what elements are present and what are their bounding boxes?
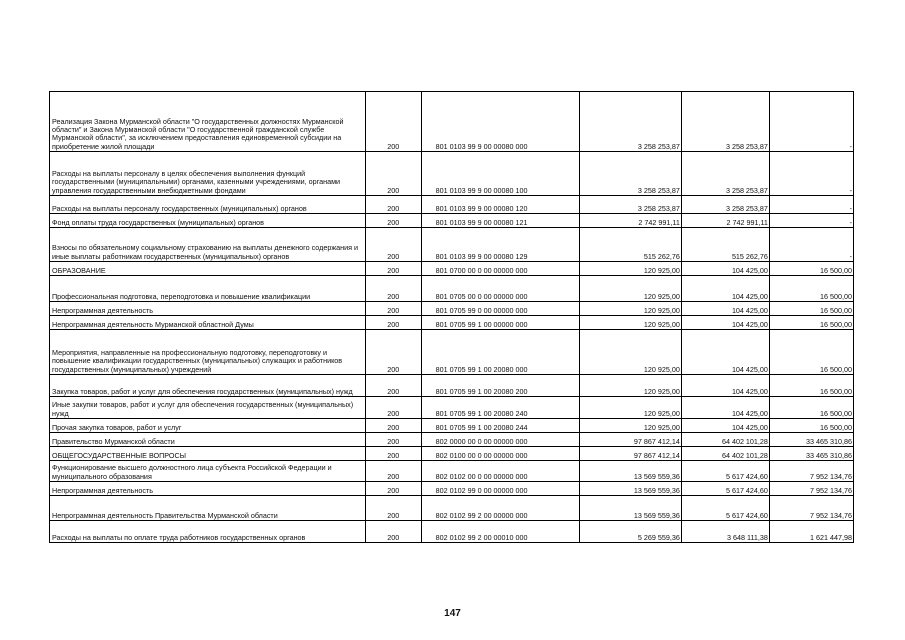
table-row [50,330,854,375]
row-budget-code-cell: 801 0705 99 1 00 00000 000 [421,316,579,330]
row-code-cell: 200 [365,92,421,152]
table-row [50,196,854,214]
row-unexecuted-amount-cell: - [769,92,853,152]
row-unexecuted-amount-cell: 7 952 134,76 [769,461,853,482]
row-code-cell: 200 [365,152,421,196]
row-approved-amount-cell: 13 569 559,36 [579,496,681,521]
row-name-cell: Расходы на выплаты персоналу в целях обеспечения выполнения функций государственными (муниципальными) органами, казенными учреждениями, органами управления государственными внебюджетными фондами [50,152,366,196]
row-unexecuted-amount-cell: 16 500,00 [769,375,853,397]
row-executed-amount-cell: 104 425,00 [681,397,769,419]
row-budget-code-cell: 801 0705 99 1 00 20080 244 [421,419,579,433]
row-approved-amount-cell: 120 925,00 [579,330,681,375]
row-budget-code-cell: 801 0103 99 9 00 00080 100 [421,152,579,196]
row-approved-amount-cell: 2 742 991,11 [579,214,681,228]
row-unexecuted-amount-cell: 16 500,00 [769,316,853,330]
row-unexecuted-amount-cell: - [769,228,853,262]
row-name-cell: Фонд оплаты труда государственных (муниципальных) органов [50,214,366,228]
row-code-cell: 200 [365,316,421,330]
row-unexecuted-amount-cell: 16 500,00 [769,419,853,433]
row-unexecuted-amount-cell: 7 952 134,76 [769,496,853,521]
row-code-cell: 200 [365,447,421,461]
row-name-cell: Расходы на выплаты по оплате труда работников государственных органов [50,521,366,543]
table-row [50,461,854,482]
row-executed-amount-cell: 104 425,00 [681,316,769,330]
row-approved-amount-cell: 13 569 559,36 [579,482,681,496]
table-row [50,228,854,262]
table-row [50,521,854,543]
table-row [50,433,854,447]
table-row [50,276,854,302]
row-budget-code-cell: 802 0102 99 0 00 00000 000 [421,482,579,496]
row-name-cell: Непрограммная деятельность Мурманской областной Думы [50,316,366,330]
row-executed-amount-cell: 64 402 101,28 [681,433,769,447]
row-unexecuted-amount-cell: 16 500,00 [769,276,853,302]
row-budget-code-cell: 801 0103 99 9 00 00080 120 [421,196,579,214]
row-name-cell: Закупка товаров, работ и услуг для обеспечения государственных (муниципальных) нужд [50,375,366,397]
row-executed-amount-cell: 515 262,76 [681,228,769,262]
row-budget-code-cell: 801 0700 00 0 00 00000 000 [421,262,579,276]
row-name-cell: Иные закупки товаров, работ и услуг для обеспечения государственных (муниципальных) нужд [50,397,366,419]
row-approved-amount-cell: 120 925,00 [579,397,681,419]
table-row [50,397,854,419]
row-budget-code-cell: 801 0705 99 1 00 20080 240 [421,397,579,419]
row-executed-amount-cell: 3 258 253,87 [681,152,769,196]
row-executed-amount-cell: 5 617 424,60 [681,496,769,521]
row-executed-amount-cell: 104 425,00 [681,302,769,316]
row-code-cell: 200 [365,375,421,397]
row-executed-amount-cell: 2 742 991,11 [681,214,769,228]
table-row [50,302,854,316]
row-code-cell: 200 [365,276,421,302]
row-approved-amount-cell: 5 269 559,36 [579,521,681,543]
row-approved-amount-cell: 120 925,00 [579,419,681,433]
row-budget-code-cell: 801 0705 99 1 00 20080 000 [421,330,579,375]
row-name-cell: Непрограммная деятельность [50,302,366,316]
row-executed-amount-cell: 104 425,00 [681,419,769,433]
row-approved-amount-cell: 120 925,00 [579,302,681,316]
row-name-cell: Профессиональная подготовка, переподготовка и повышение квалификации [50,276,366,302]
row-name-cell: Расходы на выплаты персоналу государственных (муниципальных) органов [50,196,366,214]
row-name-cell: Правительство Мурманской области [50,433,366,447]
row-executed-amount-cell: 104 425,00 [681,276,769,302]
table-row [50,375,854,397]
row-name-cell: Реализация Закона Мурманской области "О государственных должностях Мурманской области" и Закона Мурманской области "О государственной гражданской службе Мурманской области", за исключением предоставления единовременной субсидии на приобретение жилой площади [50,92,366,152]
row-unexecuted-amount-cell: 16 500,00 [769,330,853,375]
row-budget-code-cell: 802 0102 99 2 00 00010 000 [421,521,579,543]
row-unexecuted-amount-cell: 16 500,00 [769,262,853,276]
row-unexecuted-amount-cell: 16 500,00 [769,302,853,316]
row-unexecuted-amount-cell: - [769,196,853,214]
row-unexecuted-amount-cell: 1 621 447,98 [769,521,853,543]
row-code-cell: 200 [365,302,421,316]
row-executed-amount-cell: 5 617 424,60 [681,461,769,482]
row-name-cell: Непрограммная деятельность Правительства Мурманской области [50,496,366,521]
row-unexecuted-amount-cell: - [769,152,853,196]
row-approved-amount-cell: 3 258 253,87 [579,152,681,196]
row-code-cell: 200 [365,419,421,433]
row-budget-code-cell: 801 0705 00 0 00 00000 000 [421,276,579,302]
row-name-cell: ОБРАЗОВАНИЕ [50,262,366,276]
row-executed-amount-cell: 3 258 253,87 [681,92,769,152]
budget-table [49,91,854,543]
row-code-cell: 200 [365,397,421,419]
row-code-cell: 200 [365,196,421,214]
row-executed-amount-cell: 5 617 424,60 [681,482,769,496]
table-row [50,92,854,152]
row-executed-amount-cell: 3 648 111,38 [681,521,769,543]
page-number: 147 [444,608,461,619]
table-row [50,262,854,276]
table-row [50,447,854,461]
row-budget-code-cell: 802 0102 00 0 00 00000 000 [421,461,579,482]
row-executed-amount-cell: 104 425,00 [681,330,769,375]
row-code-cell: 200 [365,330,421,375]
row-approved-amount-cell: 515 262,76 [579,228,681,262]
row-approved-amount-cell: 97 867 412,14 [579,447,681,461]
row-approved-amount-cell: 3 258 253,87 [579,92,681,152]
table-row [50,152,854,196]
table-row [50,214,854,228]
row-executed-amount-cell: 64 402 101,28 [681,447,769,461]
row-unexecuted-amount-cell: 16 500,00 [769,397,853,419]
row-name-cell: Мероприятия, направленные на профессиональную подготовку, переподготовку и повышение квалификации государственных (муниципальных) служащих и работников государственных (муниципальных) учреждений [50,330,366,375]
row-budget-code-cell: 801 0705 99 1 00 20080 200 [421,375,579,397]
row-code-cell: 200 [365,521,421,543]
row-unexecuted-amount-cell: 33 465 310,86 [769,447,853,461]
row-code-cell: 200 [365,496,421,521]
row-budget-code-cell: 801 0103 99 9 00 00080 000 [421,92,579,152]
row-budget-code-cell: 802 0000 00 0 00 00000 000 [421,433,579,447]
row-budget-code-cell: 801 0103 99 9 00 00080 121 [421,214,579,228]
row-executed-amount-cell: 3 258 253,87 [681,196,769,214]
row-approved-amount-cell: 3 258 253,87 [579,196,681,214]
row-unexecuted-amount-cell: 33 465 310,86 [769,433,853,447]
row-code-cell: 200 [365,214,421,228]
row-executed-amount-cell: 104 425,00 [681,262,769,276]
row-name-cell: Функционирование высшего должностного лица субъекта Российской Федерации и муниципального образования [50,461,366,482]
row-executed-amount-cell: 104 425,00 [681,375,769,397]
row-code-cell: 200 [365,228,421,262]
row-approved-amount-cell: 120 925,00 [579,262,681,276]
row-code-cell: 200 [365,461,421,482]
row-approved-amount-cell: 13 569 559,36 [579,461,681,482]
row-name-cell: Взносы по обязательному социальному страхованию на выплаты денежного содержания и иные выплаты работникам государственных (муниципальных) органов [50,228,366,262]
row-name-cell: ОБЩЕГОСУДАРСТВЕННЫЕ ВОПРОСЫ [50,447,366,461]
row-approved-amount-cell: 120 925,00 [579,375,681,397]
row-unexecuted-amount-cell: - [769,214,853,228]
row-approved-amount-cell: 120 925,00 [579,316,681,330]
row-budget-code-cell: 802 0102 99 2 00 00000 000 [421,496,579,521]
row-unexecuted-amount-cell: 7 952 134,76 [769,482,853,496]
table-row [50,316,854,330]
table-row [50,419,854,433]
row-budget-code-cell: 801 0103 99 9 00 00080 129 [421,228,579,262]
row-budget-code-cell: 802 0100 00 0 00 00000 000 [421,447,579,461]
table-row [50,496,854,521]
row-code-cell: 200 [365,262,421,276]
row-name-cell: Непрограммная деятельность [50,482,366,496]
row-code-cell: 200 [365,482,421,496]
row-name-cell: Прочая закупка товаров, работ и услуг [50,419,366,433]
table-row [50,482,854,496]
row-budget-code-cell: 801 0705 99 0 00 00000 000 [421,302,579,316]
budget-table-body [50,92,854,543]
row-code-cell: 200 [365,433,421,447]
row-approved-amount-cell: 97 867 412,14 [579,433,681,447]
row-approved-amount-cell: 120 925,00 [579,276,681,302]
